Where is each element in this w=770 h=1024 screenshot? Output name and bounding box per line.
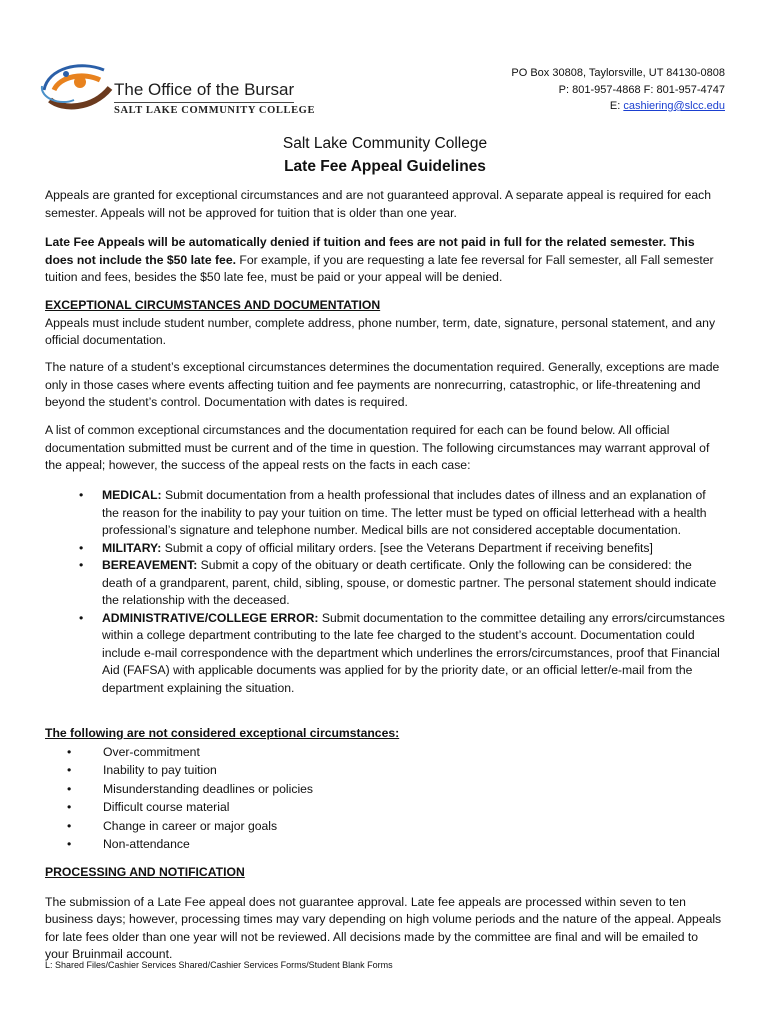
processing-text: The submission of a Late Fee appeal does not guarantee approval. Late fee appeals are processed within seven to ten business days; however, processing times may vary depending on high volume periods and the nature of the appeal. Appeals for late fees older than one year will not be reviewed. All decisions made by the committee are final and will be emailed to your Bruinmail account. bbox=[45, 894, 722, 962]
logo-divider bbox=[114, 102, 294, 103]
item-text: Submit documentation to the committee detailing any errors/circumstances within a college department contributing to the late fee charged to the student’s account. Documentation could include e-mail correspondence with the department which underlines the errors/circumstances, proof that Financial Aid (FAFSA) with applicable documents was applied for by the priority date, or an official letter/e-mail from the department explaining the situation. bbox=[102, 610, 725, 695]
item-label: BEREAVEMENT: bbox=[102, 558, 198, 572]
item-text: Submit documentation from a health professional that includes dates of illness and an explanation of the reason for the inability to pay your tuition on time. The letter must be typed on official letterhead with a health professional’s signature and telephone number. Medical bills are not considered acceptable documentation. bbox=[102, 488, 707, 537]
list-item: • Misunderstanding deadlines or policies bbox=[45, 780, 725, 799]
list-item: • Inability to pay tuition bbox=[45, 761, 725, 780]
bullet-icon: • bbox=[67, 744, 72, 759]
bullet-icon: • bbox=[67, 800, 72, 814]
list-item bbox=[45, 540, 725, 558]
not-considered-heading: The following are not considered exceptional circumstances: bbox=[45, 726, 400, 740]
denial-rest: For example, if you are requesting a late fee reversal for Fall semester, all Fall semester tuition and fees, besides the $50 late fee, must be paid or your appeal will be denied. bbox=[45, 252, 714, 284]
circumstance-list bbox=[45, 487, 725, 697]
list-item: • Change in career or major goals bbox=[45, 817, 725, 836]
not-considered-section bbox=[45, 724, 725, 854]
requirements-text: Appeals must include student number, complete address, phone number, term, date, signature, personal statement, and any official documentation. bbox=[45, 315, 716, 347]
bullet-icon: • bbox=[79, 558, 84, 572]
bullet-icon: • bbox=[79, 610, 84, 625]
item-text: Submit a copy of official military orders. [see the Veterans Department if receiving benefits] bbox=[161, 540, 653, 555]
bullet-icon: • bbox=[67, 763, 72, 777]
item-label: MILITARY: bbox=[102, 540, 162, 555]
bursar-logo bbox=[40, 60, 316, 122]
email-link[interactable]: cashiering@slcc.edu bbox=[623, 100, 725, 112]
processing-heading: PROCESSING AND NOTIFICATION bbox=[45, 865, 245, 879]
file-path-footer: L: Shared Files/Cashier Services Shared/Cashier Services Forms/Student Blank Forms bbox=[45, 960, 393, 970]
bullet-icon: • bbox=[79, 540, 84, 555]
denial-bold: Late Fee Appeals will be automatically denied if tuition and fees are not paid in full for the related semester. This does not include the $50 late fee. bbox=[45, 235, 695, 267]
list-item bbox=[45, 487, 725, 540]
document-title: Late Fee Appeal Guidelines bbox=[284, 158, 486, 175]
item-text: Submit a copy of the obituary or death certificate. Only the following can be considered: the death of a grandparent, parent, child, sibling, spouse, or domestic partner. The personal statement should indicate the relationship with the deceased. bbox=[102, 558, 717, 607]
email-label: E: bbox=[609, 100, 624, 112]
list-item: • Difficult course material bbox=[45, 798, 725, 817]
exceptional-section bbox=[45, 297, 725, 350]
swirl-logo-icon bbox=[40, 60, 116, 112]
item-label: MEDICAL: bbox=[102, 488, 162, 502]
item-label: ADMINISTRATIVE/COLLEGE ERROR: bbox=[102, 610, 319, 625]
denial-paragraph bbox=[45, 234, 725, 287]
logo-title: The Office of the Bursar bbox=[114, 80, 295, 99]
institution-name: Salt Lake Community College bbox=[282, 135, 488, 152]
exceptional-heading: EXCEPTIONAL CIRCUMSTANCES AND DOCUMENTATION bbox=[45, 298, 381, 312]
contact-block bbox=[511, 65, 725, 115]
intro-paragraph: Appeals are granted for exceptional circumstances and are not guaranteed approval. A separate appeal is required for each semester. Appeals will not be approved for tuition that is older than one year. bbox=[45, 188, 711, 220]
list-intro-paragraph: A list of common exceptional circumstances and the documentation required for each can be found below. All official documentation submitted must be current and of the time in question. The following circumstances may warrant approval of the appeal; however, the success of the appeal rests on the facts in each case: bbox=[45, 423, 710, 472]
list-item bbox=[45, 557, 725, 610]
list-item: • Non-attendance bbox=[45, 835, 725, 854]
bullet-icon: • bbox=[79, 488, 84, 502]
list-item bbox=[45, 610, 725, 698]
bullet-icon: • bbox=[67, 837, 72, 851]
phone-fax: P: 801-957-4868 F: 801-957-4747 bbox=[558, 83, 725, 96]
email-line bbox=[511, 98, 725, 115]
bullet-icon: • bbox=[67, 818, 72, 833]
bullet-icon: • bbox=[67, 781, 72, 796]
address: PO Box 30808, Taylorsville, UT 84130-0808 bbox=[511, 67, 725, 79]
list-item: • Over-commitment bbox=[45, 743, 725, 762]
nature-paragraph: The nature of a student’s exceptional circumstances determines the documentation required. Generally, exceptions are made only in those cases where events affecting tuition and fee payments are nonrecurring, catastrophic, or life-threatening and beyond the student’s control. Documentation with dates is required. bbox=[45, 360, 720, 409]
logo-subtitle: SALT LAKE COMMUNITY COLLEGE bbox=[114, 105, 316, 116]
